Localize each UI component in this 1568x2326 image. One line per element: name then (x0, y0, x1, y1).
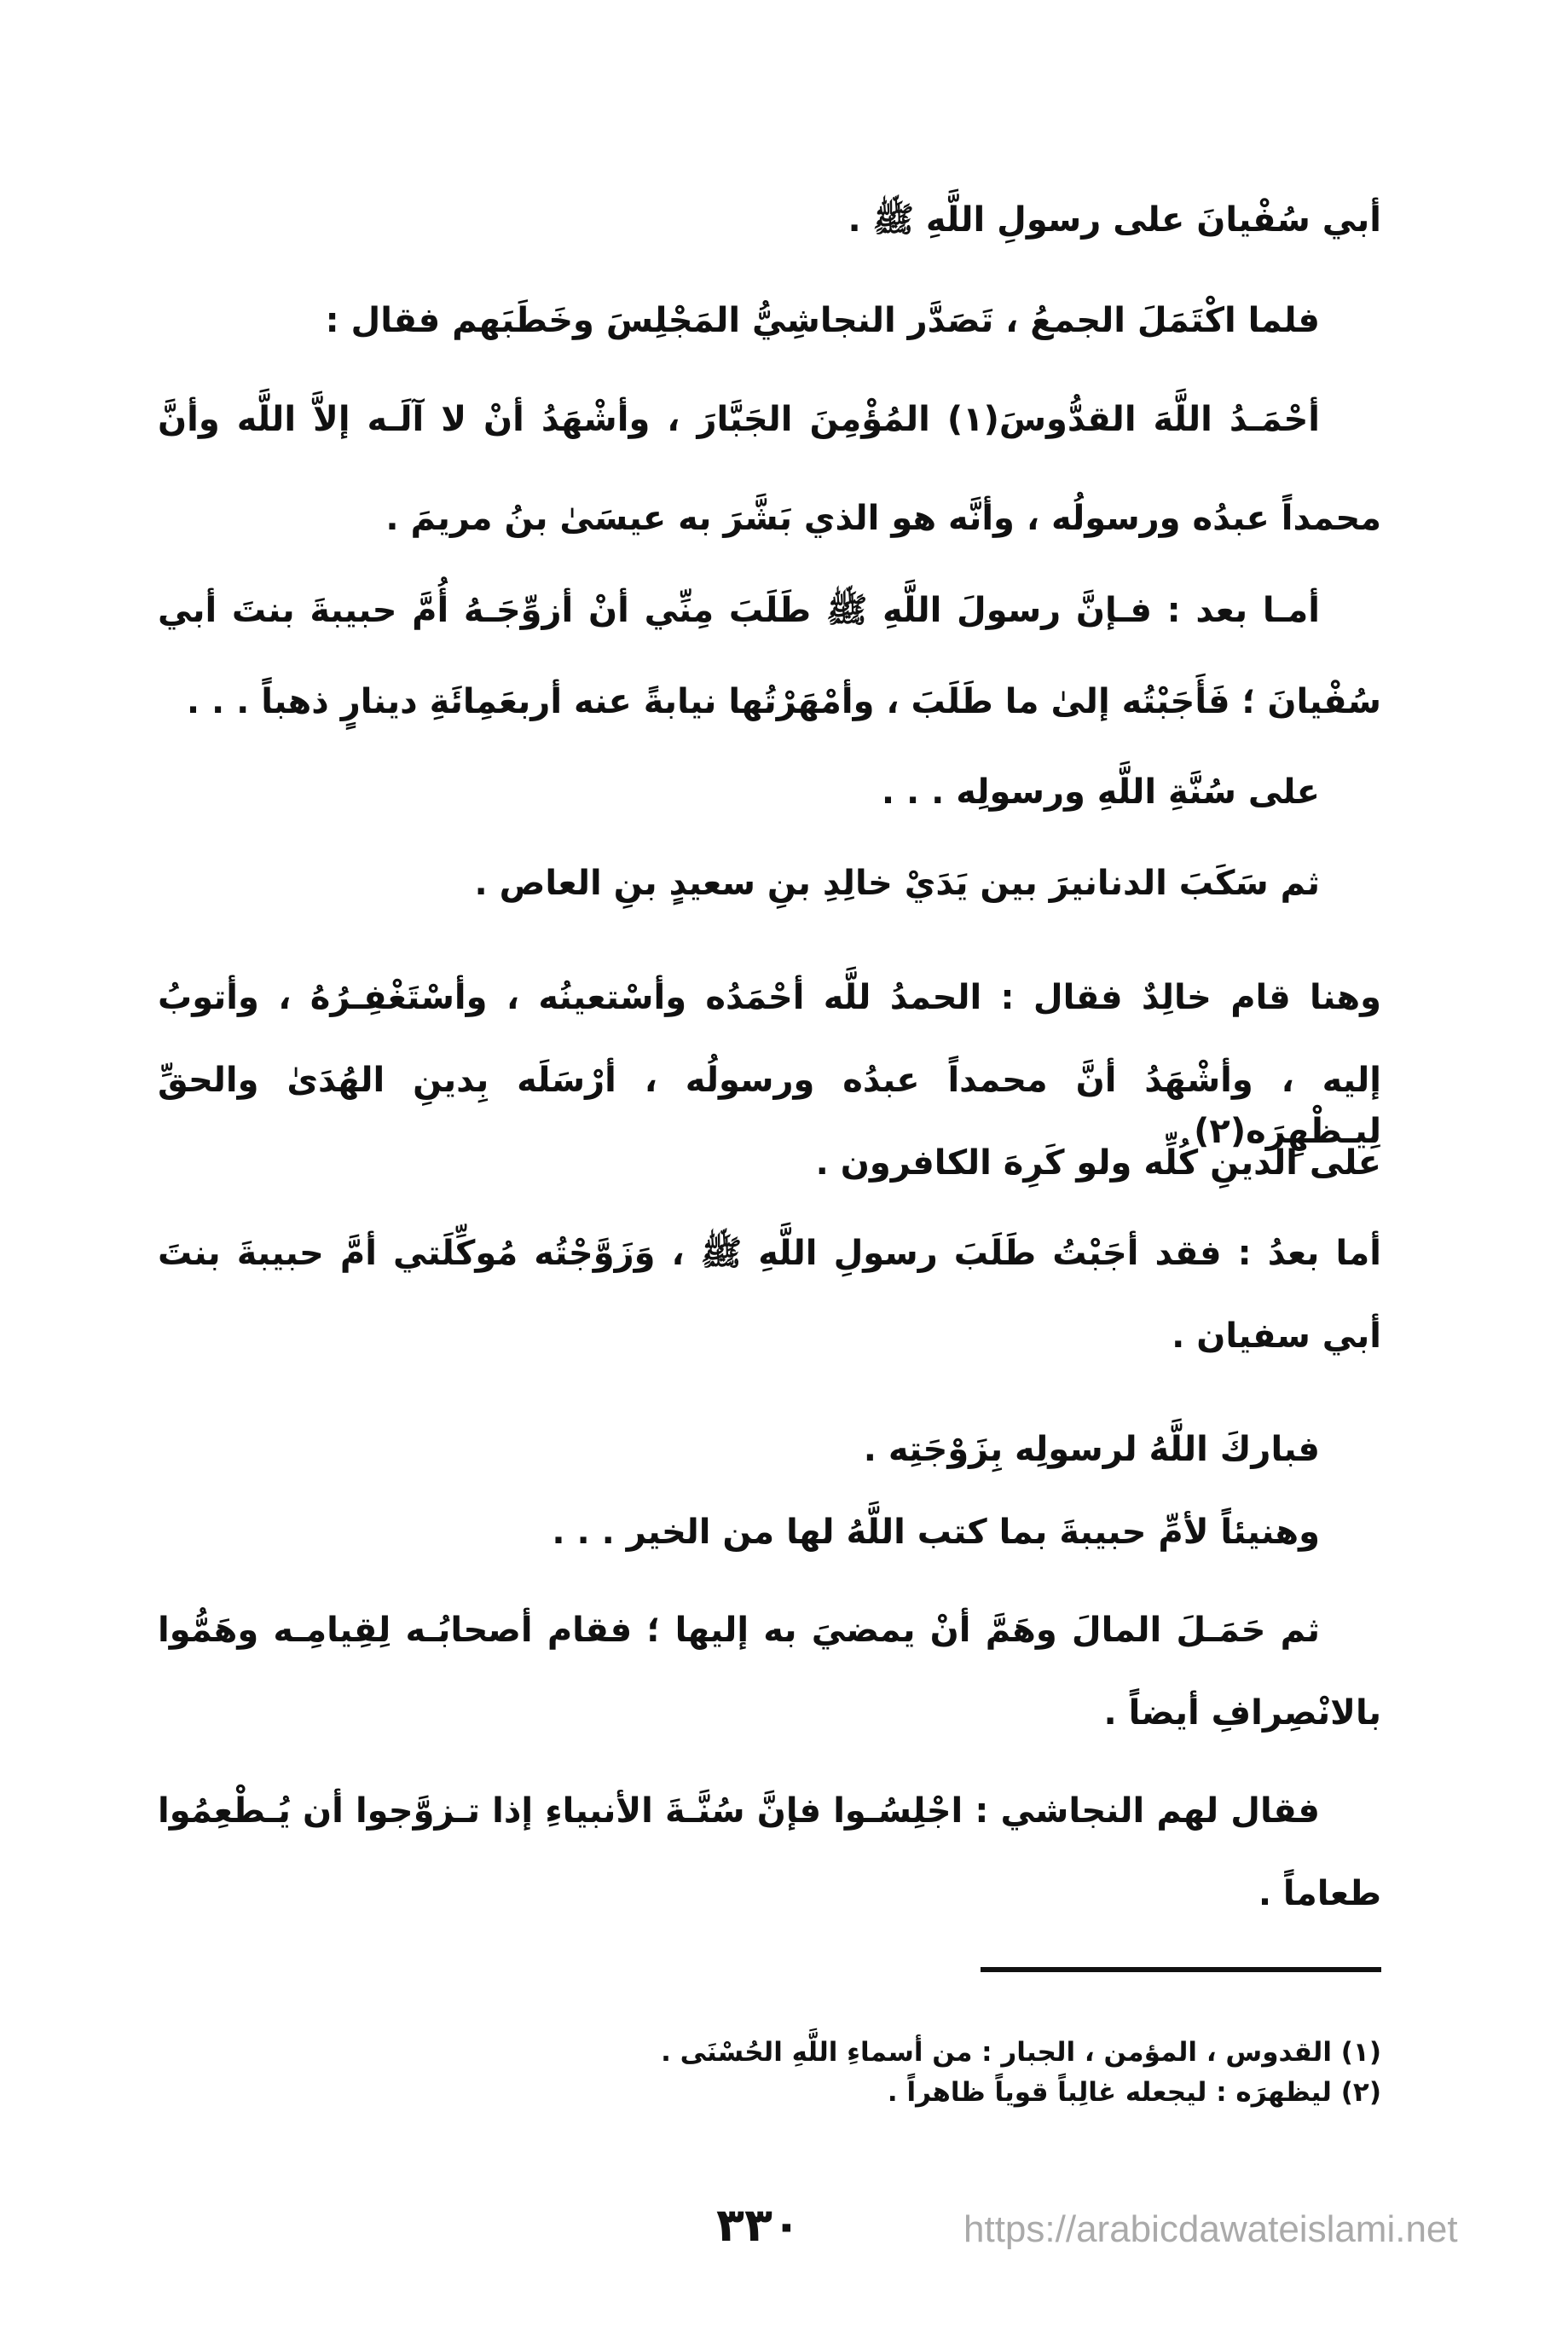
footnote-separator (981, 1967, 1381, 1972)
text-line: بالانْصِرافِ أيضاً . (1103, 1693, 1381, 1733)
text-line: وهنيئاً لأمِّ حبيبةَ بما كتب اللَّهُ لها من الخير . . . (552, 1513, 1320, 1552)
text-line: أبي سفيان . (1172, 1316, 1381, 1356)
text-line: أما بعدُ : فقد أجَبْتُ طَلَبَ رسولِ اللَّهِ ﷺ ، وَزَوَّجْتُه مُوكِّلَتي أمَّ حبيبةَ بنتَ (158, 1234, 1381, 1273)
text-line: أحْمَـدُ اللَّهَ القدُّوسَ(١) المُؤْمِنَ الجَبَّارَ ، وأشْهَدُ أنْ لا آلَـه إلاَّ اللَّه وأنَّ (158, 400, 1320, 439)
footnote: (٢) ليظهرَه : ليجعله غالِباً قوياً ظاهراً . (887, 2077, 1381, 2108)
footnote: (١) القدوس ، المؤمن ، الجبار : من أسماءِ اللَّهِ الحُسْنَى . (661, 2037, 1381, 2068)
text-line: محمداً عبدُه ورسولُه ، وأنَّه هو الذي بَشَّرَ به عيسَىٰ بنُ مريمَ . (385, 499, 1381, 538)
text-line: سُفْيانَ ؛ فَأَجَبْتُه إلىٰ ما طَلَبَ ، وأمْهَرْتُها نيابةً عنه أربعَمِائَةِ دينارٍ ذهباً . . . (186, 682, 1381, 721)
text-line: على الدينِ كُلِّه ولو كَرِهَ الكافرون . (815, 1143, 1381, 1183)
text-line: على سُنَّةِ اللَّهِ ورسولِه . . . (881, 772, 1320, 812)
text-line: وهنا قام خالِدٌ فقال : الحمدُ للَّه أحْمَدُه وأسْتعينُه ، وأسْتَغْفِـرُهُ ، وأتوبُ (158, 978, 1381, 1017)
text-line: ثم سَكَبَ الدنانيرَ بين يَدَيْ خالِدِ بنِ سعيدٍ بنِ العاص . (474, 864, 1320, 903)
text-line: فلما اكْتَمَلَ الجمعُ ، تَصَدَّر النجاشِيُّ المَجْلِسَ وخَطَبَهم فقال : (325, 301, 1320, 340)
text-line: أمـا بعد : فـإنَّ رسولَ اللَّهِ ﷺ طَلَبَ مِنِّي أنْ أزوِّجَـهُ أُمَّ حبيبةَ بنتَ أبي (158, 591, 1320, 630)
page-number: ٣٣٠ (716, 2198, 801, 2252)
text-line: فقال لهم النجاشي : اجْلِسُـوا فإنَّ سُنَّـةَ الأنبياءِ إذا تـزوَّجوا أن يُـطْعِمُوا (158, 1791, 1320, 1831)
watermark: https://arabicdawateislami.net (963, 2208, 1458, 2250)
text-line: فباركَ اللَّهُ لرسولِه بِزَوْجَتِه . (863, 1430, 1320, 1469)
text-line: أبي سُفْيانَ على رسولِ اللَّهِ ﷺ . (848, 200, 1381, 240)
text-line: طعاماً . (1258, 1874, 1381, 1913)
text-line: ثم حَمَـلَ المالَ وهَمَّ أنْ يمضيَ به إليها ؛ فقام أصحابُـه لِقِيامِـه وهَمُّوا (158, 1611, 1320, 1650)
text-line: إليه ، وأشْهَدُ أنَّ محمداً عبدُه ورسولُه ، أرْسَلَه بِدينِ الهُدَىٰ والحقِّ لِيـظْهِرَه(٢) (158, 1061, 1381, 1151)
